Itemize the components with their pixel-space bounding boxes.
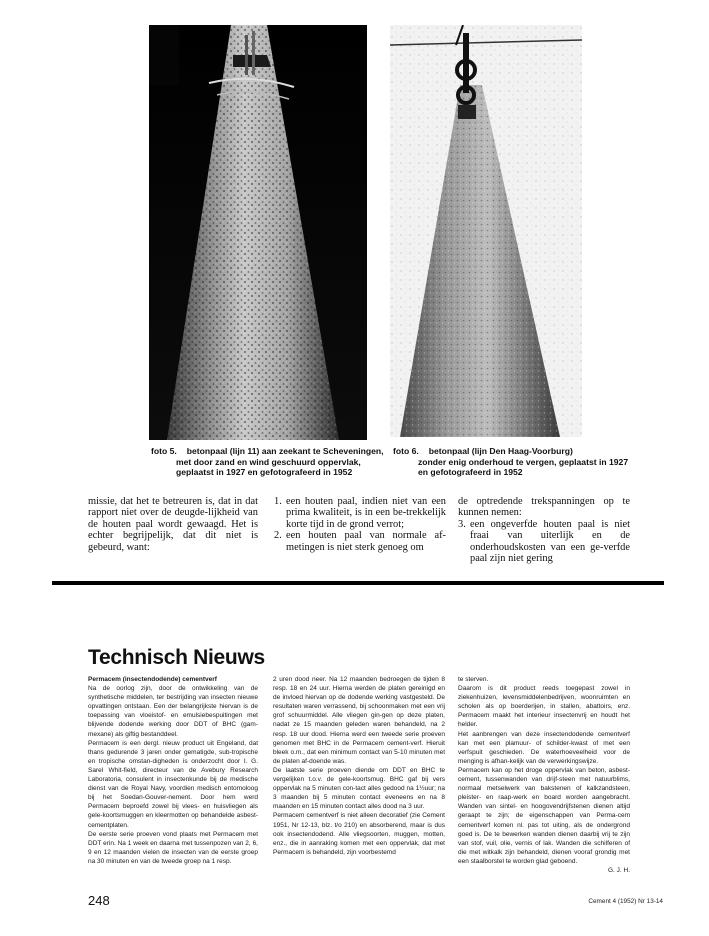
photo-left-caption-line-3: geplaatst in 1927 en gefotografeerd in 1952 [176, 467, 353, 478]
photo-left-concrete-pole [149, 25, 367, 440]
news-col1-paragraph-3: De eerste serie proeven vond plaats met Permacem met DDT erin. Na 1 week en daarna met tussenpozen van 2, 6, 9 en 12 maanden vielen de insecten van de eerste groep na 30 minuten en van de tweede groep na 1 resp. [88, 830, 258, 865]
news-col2-paragraph-2: De laatste serie proeven diende om DDT en BHC te vergelijken t.o.v. de gele-koortsmug. BHC gaf bij vers oppervlak na 5 minuten con-tact alles gedood na 1½uur; na 3 maanden bij 5 minuten contact eveneens en na 8 maanden en 15 minuten contact alles dood na 3 uur. [273, 766, 445, 811]
upper-list-item-1 [274, 496, 446, 530]
photo-right-caption-line-3: en gefotografeerd in 1952 [418, 467, 523, 478]
photo-left-number: foto 5. [151, 446, 177, 456]
upper-list-number-3: 3. [458, 518, 466, 530]
upper-list-item-3 [458, 519, 630, 565]
photo-right-caption [393, 446, 628, 478]
upper-text-col1-paragraph: missie, dat het te betreuren is, dat in dat rapport niet over de deugde-lijkheid van de houten paal wordt gewaagd. Het is echter begrijpelijk, dat dit niet is gebeurd, want: [88, 496, 258, 553]
news-col1-paragraph-2: Permacem is een dergl. nieuw product uit Engeland, dat thans gedurende 3 jaren onder gematigde, sub-tropische en tropische omstan-digheden is onderzocht door I. G. Sarel Whit-field, directeur van de Avebury Research Laboratoria, consulent in insectenkunde bij de medische dienst van de Royal Navy, voordien medisch entomoloog bij het Soedan-Gouver-nement. Door hem werd Permacem beproefd zowel bij vlees- en huisvliegen als gele-koortsmuggen en kleermotten op behandelde asbest-cementplaten. [88, 739, 258, 829]
upper-list-item-2 [274, 530, 446, 553]
news-col2-paragraph-3: Permacem cementverf is niet alleen decoratief (zie Cement 1951, Nr 12-13, blz. t/o 210) en absorberend, maar is dus ook insectendodend. Alle vliegsoorten, muggen, motten, enz., die in aanraking komen met een oppervlak, dat met Permacem is behandeld, zijn voorbestemd [273, 812, 445, 856]
news-signature: G. J. H. [607, 866, 630, 874]
photo-right-concrete-pole [390, 25, 582, 437]
upper-text-col3-lead: de optredende trekspanningen op te kunnen nemen: [458, 496, 630, 519]
news-column-1 [88, 675, 258, 866]
upper-list-number-2: 2. [274, 530, 282, 542]
upper-text-column-2 [274, 496, 446, 553]
photo-left-caption [151, 446, 384, 478]
upper-list-text-2: een houten paal van normale af-metingen is niet sterk genoeg om [286, 530, 446, 553]
news-subtitle: Permacem (insectendodende) cementverf [88, 676, 217, 683]
photo-right-number: foto 6. [393, 446, 419, 456]
news-col1-paragraph-1: Na de oorlog zijn, door de ontwikkeling van de synthetische middelen, ter bestrijding van insecten nieuwe opvattingen ontstaan. Een der belangrijkste hiervan is de toepassing van vloeistof- en emulsiebespuitingen met blijvende dodende werking door DDT of BHC (gam-mexane) als giftig bestanddeel. [88, 685, 258, 738]
photo-left-caption-line-2: met door zand en wind geschuurd oppervlak, [176, 456, 361, 467]
photo-left-caption-line-1: betonpaal (lijn 11) aan zeekant te Scheveningen, [186, 446, 384, 456]
upper-list-text-3: een ongeverfde houten paal is niet fraai van uiterlijk en de onderhoudskosten van een ge-verfde paal zijn niet gering [470, 518, 630, 565]
page-number: 248 [88, 893, 110, 908]
news-col3-paragraph-3: Het aanbrengen van deze insectendodende cementverf kan met een plamuur- of schilder-kwast of met een verfspuit geschieden. De waterhoeveelheid voor de menging is afhan-kelijk van de verwerkingswijze. [458, 730, 630, 765]
news-col3-paragraph-2: Daarom is dit product reeds toegepast zowel in ziekenhuizen, levensmiddelenbedrijven, woonruimten en scholen als op boerderijen, in stallen, abattoirs, enz. Permacem maakt het interieur insectenvrij en houdt het helder. [458, 685, 630, 729]
upper-text-column-3 [458, 496, 630, 564]
upper-text-column-1 [88, 496, 258, 553]
photo-left-image [149, 25, 367, 440]
news-column-3 [458, 675, 630, 875]
upper-list-text-1: een houten paal, indien niet van een prima kwaliteit, is in een be-trekkelijk korte tijd in de grond verrot; [286, 496, 446, 530]
photo-right-caption-line-1: betonpaal (lijn Den Haag-Voorburg) [428, 446, 573, 456]
news-col3-paragraph-4: Permacem kan op het droge oppervlak van beton, asbest-cement, tussenwanden van drijf-steen met natuurblims, normaal metselwerk van bakstenen of kalkzandsteen, pleister- en raap-werk en board worden aangebracht. Wanden van sintel- en hoogovendrijfstenen dienen altijd geraapt te zijn; de eigenschappen van Perma-cem cementverf komen nl. pas tot uiting, als de ondergrond goed is. De te bewerken wanden dienen daarbij vrij te zijn van stof, vuil, olie, vernis of lak. Wanden die schilferen of die met witkalk zijn behandeld, dienen vooraf grondig met een staalborstel te worden glad geboend. [458, 766, 630, 865]
photo-right-caption-line-2: zonder enig onderhoud te vergen, geplaatst in 1927 [418, 456, 629, 467]
section-title: Technisch Nieuws [88, 646, 265, 669]
section-divider-rule [52, 581, 664, 585]
news-col3-paragraph-1: te sterven. [458, 676, 489, 683]
photo-right-image [390, 25, 582, 437]
upper-list-number-1: 1. [274, 496, 282, 507]
journal-reference: Cement 4 (1952) Nr 13-14 [588, 898, 663, 905]
news-col2-paragraph-1: 2 uren dood neer. Na 12 maanden bedroegen de tijden 8 resp. 18 en 24 uur. Hierna werden de platen gereinigd en de invloed hiervan op de dodende werking vastgesteld. De resultaten waren verrassend, bij schoonmaken met een vrij grof schuurmiddel. Alle vliegen gin-gen op deze platen, nadat ze 15 maanden geleden waren behandeld, na 2 resp. 18 uur dood. Hierna werd een tweede serie proeven genomen met BHC in de Permacem cement-verf. Hieruit bleek o.m., dat een minimum contact van 5-10 minuten met de platen af-doende was. [273, 676, 445, 765]
news-column-2 [273, 675, 445, 857]
